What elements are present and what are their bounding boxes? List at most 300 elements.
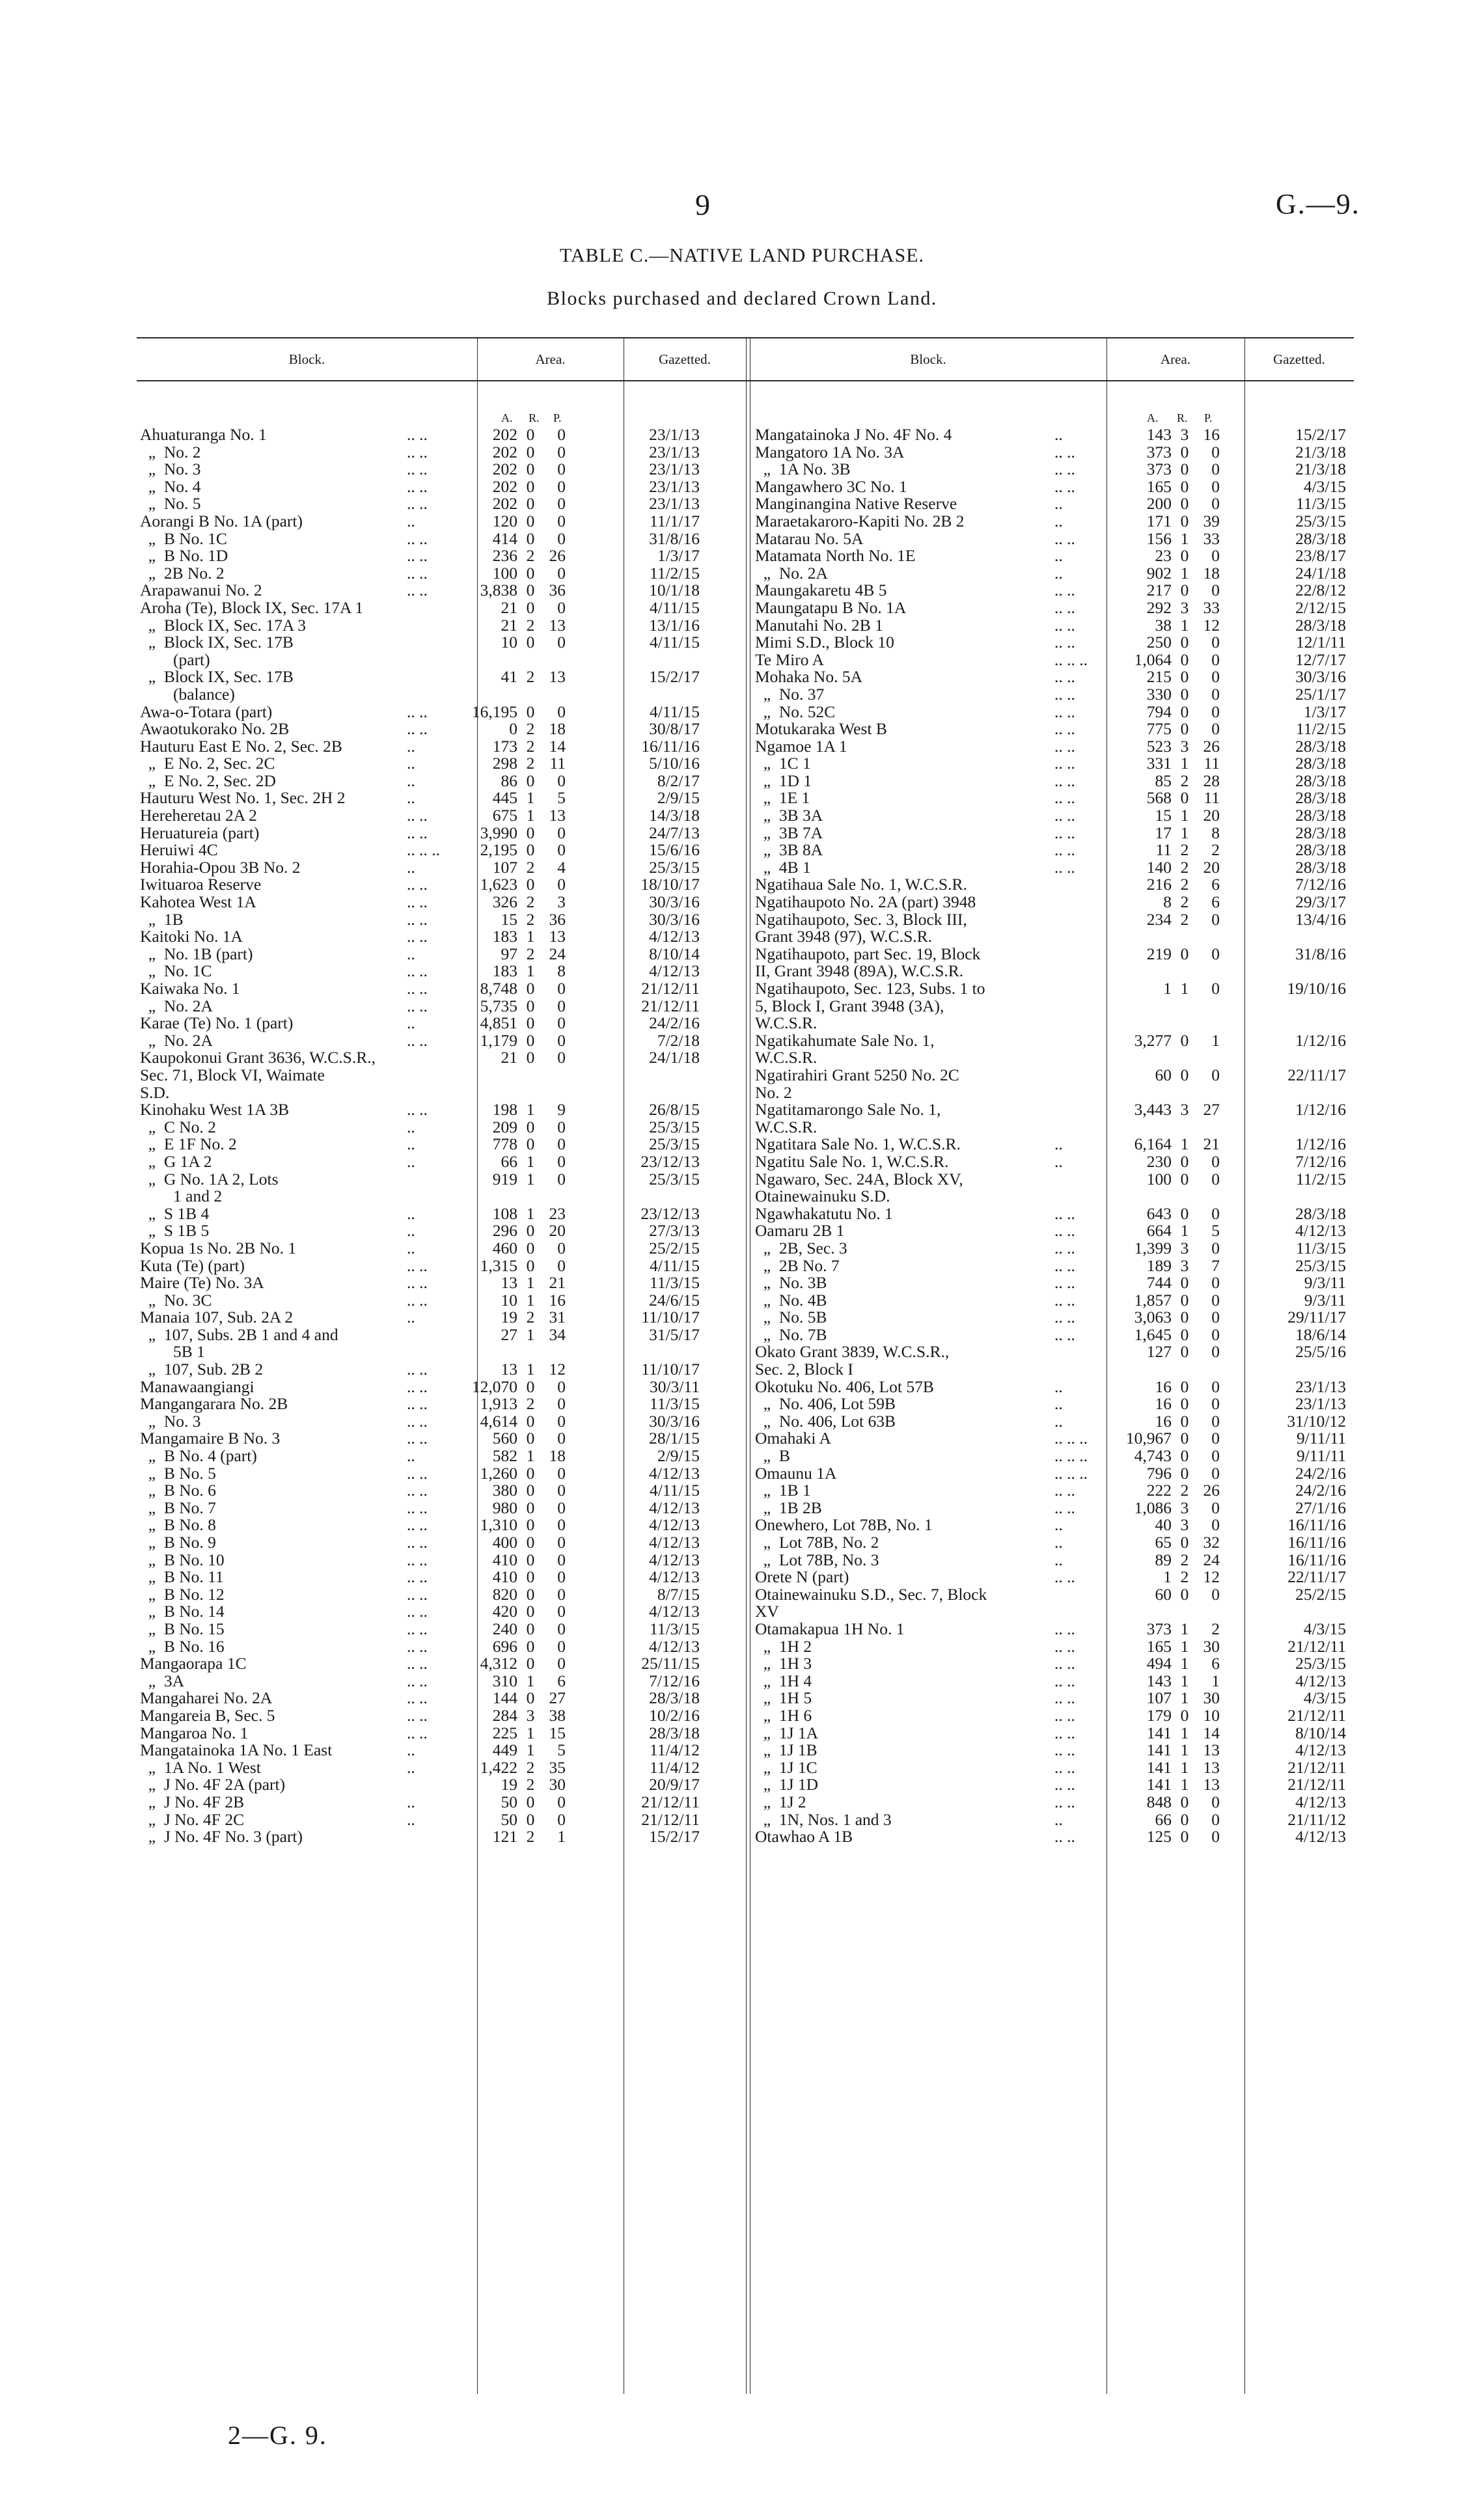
block-name: „ 3A: [140, 1671, 184, 1690]
area-perches: 11: [1203, 754, 1220, 773]
area-acres: 144: [492, 1688, 517, 1708]
leader-dots: .. ..: [407, 806, 428, 825]
area-roods: 0: [526, 1048, 535, 1067]
header-bottom-rule: [137, 380, 1354, 381]
area-acres: 4,614: [480, 1411, 517, 1431]
area-roods: 0: [1180, 1584, 1189, 1604]
gazetted-date: 10/2/16: [649, 1705, 700, 1725]
area-roods: 0: [526, 1481, 535, 1500]
block-name: Arapawanui No. 2: [140, 581, 262, 600]
area-roods: 2: [526, 1757, 535, 1777]
leader-dots: .. ..: [407, 1688, 428, 1708]
area-perches: 10: [1203, 1705, 1220, 1725]
area-roods: 2: [526, 719, 535, 739]
area-acres: 1,645: [1134, 1325, 1172, 1344]
leader-dots: .. ..: [1054, 1221, 1075, 1241]
area-perches: 0: [1211, 1792, 1220, 1811]
area-roods: 0: [1180, 1463, 1189, 1483]
block-name: „ No. 5B: [755, 1308, 827, 1327]
area-acres: 198: [492, 1100, 517, 1119]
leader-dots: ..: [1054, 425, 1063, 444]
area-roods: 0: [1180, 1377, 1189, 1396]
gazetted-date: 10/1/18: [649, 581, 700, 600]
area-acres: 202: [492, 460, 517, 479]
area-perches: 0: [1211, 1429, 1220, 1448]
area-roods: 0: [1180, 1792, 1189, 1811]
area-perches: 0: [557, 1792, 566, 1811]
area-acres: 414: [492, 529, 517, 548]
leader-dots: .. ..: [407, 494, 428, 514]
area-roods: 0: [1180, 511, 1189, 530]
area-roods: 0: [526, 1602, 535, 1621]
block-name: „ 1N, Nos. 1 and 3: [755, 1809, 892, 1829]
area-perches: 36: [549, 909, 566, 929]
area-perches: 0: [557, 1809, 566, 1829]
block-name: „ 1B 2B: [755, 1498, 822, 1517]
block-name: Onewhero, Lot 78B, No. 1: [755, 1515, 933, 1535]
area-perches: 0: [1211, 1446, 1220, 1466]
leader-dots: .. ..: [407, 1411, 428, 1431]
area-perches: 0: [1211, 1809, 1220, 1829]
block-name: „ B No. 11: [140, 1567, 224, 1587]
leader-dots: .. ..: [407, 546, 428, 566]
block-name: „ 2B No. 7: [755, 1256, 840, 1275]
area-acres: 16: [1155, 1411, 1172, 1431]
leader-dots: .. ..: [407, 1100, 428, 1119]
area-perches: 7: [1211, 1256, 1220, 1275]
gazetted-date: 21/11/12: [1287, 1809, 1346, 1829]
acres-unit: A.: [1147, 411, 1159, 424]
area-roods: 2: [526, 615, 535, 635]
roods-unit: R.: [1177, 411, 1188, 424]
block-name: „ No. 3B: [755, 1273, 827, 1293]
area-roods: 0: [526, 1533, 535, 1552]
area-roods: 0: [526, 1238, 535, 1257]
leader-dots: .. ..: [407, 1429, 428, 1448]
area-acres: 13: [501, 1273, 517, 1293]
area-roods: 0: [526, 1013, 535, 1033]
area-perches: 27: [1203, 1100, 1220, 1119]
area-acres: 165: [1146, 1636, 1172, 1656]
leader-dots: .. ..: [407, 1584, 428, 1604]
area-perches: 0: [557, 1567, 566, 1587]
area-roods: 2: [526, 1308, 535, 1327]
block-name: „ No. 1B (part): [140, 944, 253, 963]
area-acres: 141: [1146, 1757, 1172, 1777]
area-acres: 65: [1155, 1533, 1172, 1552]
area-roods: 1: [1180, 754, 1189, 773]
gazetted-date: 12/1/11: [1296, 633, 1346, 652]
area-roods: 0: [1180, 1394, 1189, 1414]
leader-dots: .. ..: [1054, 615, 1075, 635]
leader-dots: .. ..: [1054, 771, 1075, 790]
leader-dots: .. ..: [407, 1360, 428, 1379]
area-roods: 0: [526, 1688, 535, 1708]
area-perches: 0: [557, 511, 566, 530]
area-acres: 643: [1146, 1203, 1172, 1223]
leader-dots: .. ..: [407, 425, 428, 444]
area-acres: 50: [501, 1792, 517, 1811]
area-roods: 3: [1180, 1515, 1189, 1535]
area-perches: 0: [557, 1515, 566, 1535]
area-perches: 0: [1211, 1065, 1220, 1084]
area-acres: 236: [492, 546, 517, 566]
block-name: Ngatirahiri Grant 5250 No. 2C: [755, 1065, 959, 1084]
leader-dots: ..: [407, 1151, 415, 1171]
area-perches: 0: [1211, 1325, 1220, 1344]
area-perches: 13: [549, 927, 566, 946]
gazetted-date: 25/3/15: [1295, 1256, 1346, 1275]
area-roods: 1: [1180, 1775, 1189, 1794]
gazetted-date: 16/11/16: [641, 736, 700, 756]
leader-dots: ..: [407, 1446, 415, 1466]
block-name: Orete N (part): [755, 1567, 849, 1587]
area-acres: 38: [1155, 615, 1172, 635]
gazetted-date: 2/12/15: [1295, 597, 1346, 617]
leader-dots: .. .. ..: [1054, 1429, 1088, 1448]
area-roods: 1: [526, 1740, 535, 1760]
area-perches: 0: [1211, 1827, 1220, 1847]
area-acres: 97: [501, 944, 517, 963]
block-name: Kaupokonui Grant 3636, W.C.S.R.,: [140, 1048, 376, 1067]
area-acres: 1,086: [1134, 1498, 1172, 1517]
block-name: „ No. 3C: [140, 1290, 212, 1310]
area-roods: 3: [1180, 425, 1189, 444]
table-title: TABLE C.—NATIVE LAND PURCHASE.: [559, 245, 925, 266]
leader-dots: .. ..: [1054, 1567, 1075, 1587]
leader-dots: .. ..: [407, 702, 428, 721]
block-name: „ Block IX, Sec. 17A 3: [140, 615, 306, 635]
area-perches: 35: [549, 1757, 566, 1777]
area-acres: 189: [1146, 1256, 1172, 1275]
gazetted-date: 23/1/13: [649, 494, 700, 514]
area-acres: 0: [509, 719, 517, 739]
gazetted-date: 15/2/17: [649, 1827, 700, 1847]
leader-dots: .. ..: [1054, 754, 1075, 773]
area-acres: 292: [1146, 597, 1172, 617]
leader-dots: .. ..: [407, 875, 428, 894]
area-perches: 13: [549, 667, 566, 687]
area-acres: 13: [501, 1360, 517, 1379]
leader-dots: .. ..: [1054, 1273, 1075, 1293]
leader-dots: .. .. ..: [1054, 1446, 1088, 1466]
area-roods: 0: [526, 1567, 535, 1587]
area-acres: 8,748: [480, 979, 517, 998]
block-name: Matamata North No. 1E: [755, 546, 916, 566]
area-acres: 16,195: [471, 702, 517, 721]
gazetted-date: 4/3/15: [1303, 1619, 1346, 1638]
gazetted-date: 14/3/18: [649, 806, 700, 825]
leader-dots: ..: [407, 857, 415, 877]
area-acres: 216: [1146, 875, 1172, 894]
area-acres: 17: [1155, 823, 1172, 842]
block-name: „ E No. 2, Sec. 2C: [140, 754, 275, 773]
table-subtitle: Blocks purchased and declared Crown Land.: [547, 288, 937, 309]
block-name: Mohaka No. 5A: [755, 667, 863, 687]
area-perches: 0: [557, 996, 566, 1015]
area-perches: 23: [549, 1203, 566, 1223]
block-name: Manginangina Native Reserve: [755, 494, 957, 514]
gazetted-date: 25/2/15: [649, 1238, 700, 1257]
leader-dots: .. ..: [407, 529, 428, 548]
leader-dots: ..: [407, 1740, 415, 1760]
block-name: Ngatihaupoto, Sec. 123, Subs. 1 to: [755, 979, 985, 998]
gazetted-date: 30/3/16: [649, 892, 700, 912]
area-perches: 0: [557, 1654, 566, 1673]
block-name: Mangaroa No. 1: [140, 1723, 249, 1742]
gazetted-date: 11/10/17: [641, 1360, 700, 1379]
area-perches: 6: [557, 1671, 566, 1690]
block-name: „ 2B, Sec. 3: [755, 1238, 847, 1257]
area-acres: 449: [492, 1740, 517, 1760]
block-name: „ 1J 1D: [755, 1775, 819, 1794]
area-perches: 0: [1211, 1411, 1220, 1431]
area-acres: 19: [501, 1308, 517, 1327]
area-acres: 21: [501, 1048, 517, 1067]
gazetted-date: 28/3/18: [1295, 615, 1346, 635]
block-name: „ 1A No. 3B: [755, 460, 851, 479]
block-name: „ G No. 1A 2, Lots: [140, 1169, 279, 1188]
leader-dots: .. ..: [407, 1567, 428, 1587]
gazetted-date: 4/11/15: [650, 702, 700, 721]
gazetted-date: 31/10/12: [1287, 1411, 1346, 1431]
gazetted-date: 1/12/16: [1295, 1030, 1346, 1050]
gazetted-date: 23/1/13: [649, 476, 700, 496]
gazetted-date: 21/12/11: [641, 979, 700, 998]
area-roods: 1: [1180, 1619, 1189, 1638]
area-perches: 6: [1211, 875, 1220, 894]
area-perches: 11: [549, 754, 566, 773]
block-name: „ 1J 2: [755, 1792, 806, 1811]
block-name: „ 1C 1: [755, 754, 811, 773]
leader-dots: .. ..: [1054, 1723, 1075, 1742]
gazetted-date: 5/10/16: [649, 754, 700, 773]
area-acres: 6,164: [1134, 1134, 1172, 1154]
block-name: Maungatapu B No. 1A: [755, 597, 907, 617]
area-roods: 1: [1180, 563, 1189, 583]
block-name: Mangatainoka 1A No. 1 East: [140, 1740, 333, 1760]
block-name: Kaiwaka No. 1: [140, 979, 240, 998]
area-acres: 50: [501, 1809, 517, 1829]
area-roods: 0: [526, 771, 535, 790]
area-roods: 3: [1180, 1498, 1189, 1517]
leader-dots: .. .. ..: [407, 840, 440, 860]
block-name: Manawaangiangi: [140, 1377, 254, 1396]
area-perches: 0: [557, 1394, 566, 1414]
area-acres: 298: [492, 754, 517, 773]
block-name: Mangaharei No. 2A: [140, 1688, 273, 1708]
block-name: „ B: [755, 1446, 790, 1466]
area-roods: 0: [1180, 581, 1189, 600]
gazetted-date: 21/12/11: [1287, 1757, 1346, 1777]
leader-dots: .. ..: [1054, 1757, 1075, 1777]
area-roods: 0: [1180, 476, 1189, 496]
header-top-rule: [137, 337, 1354, 338]
area-perches: 2: [1211, 840, 1220, 860]
gazetted-date: 22/8/12: [1295, 581, 1346, 600]
block-name: „ B No. 12: [140, 1584, 225, 1604]
area-perches: 34: [549, 1325, 566, 1344]
block-name: Maire (Te) No. 3A: [140, 1273, 264, 1293]
leader-dots: .. ..: [1054, 1740, 1075, 1760]
block-name: Hereheretau 2A 2: [140, 806, 257, 825]
block-name: „ B No. 1D: [140, 546, 228, 566]
area-roods: 0: [1180, 650, 1189, 669]
area-perches: 11: [1203, 788, 1220, 808]
block-name: „ No. 406, Lot 59B: [755, 1394, 896, 1414]
area-acres: 19: [501, 1775, 517, 1794]
gazetted-date: 13/4/16: [1295, 909, 1346, 929]
gazetted-date: 4/12/13: [1295, 1792, 1346, 1811]
area-acres: 10: [501, 1290, 517, 1310]
area-acres: 202: [492, 476, 517, 496]
block-name: Kaitoki No. 1A: [140, 927, 243, 946]
gazetted-date: 16/11/16: [1287, 1550, 1346, 1569]
gazetted-date: 2/9/15: [657, 788, 700, 808]
block-name: „ 1B: [140, 909, 184, 929]
block-name: „ Lot 78B, No. 2: [755, 1533, 879, 1552]
gazetted-date: 11/4/12: [650, 1757, 700, 1777]
area-acres: 141: [1146, 1740, 1172, 1760]
block-name: „ 107, Subs. 2B 1 and 4 and: [140, 1325, 338, 1344]
area-roods: 1: [526, 1325, 535, 1344]
area-perches: 0: [557, 1134, 566, 1154]
gazetted-date: 28/3/18: [1295, 771, 1346, 790]
area-acres: 40: [1155, 1515, 1172, 1535]
block-name: Hauturu West No. 1, Sec. 2H 2: [140, 788, 346, 808]
leader-dots: .. ..: [407, 927, 428, 946]
block-name: „ 1H 4: [755, 1671, 812, 1690]
area-roods: 2: [526, 736, 535, 756]
area-acres: 373: [1146, 442, 1172, 461]
leader-dots: .. ..: [1054, 667, 1075, 687]
area-perches: 0: [1211, 1584, 1220, 1604]
area-acres: 284: [492, 1705, 517, 1725]
gazetted-date: 21/12/11: [1287, 1775, 1346, 1794]
block-name: Ngatihaua Sale No. 1, W.C.S.R.: [755, 875, 967, 894]
leader-dots: ..: [407, 771, 415, 790]
block-name: „ No. 7B: [755, 1325, 827, 1344]
area-roods: 0: [1180, 1429, 1189, 1448]
area-roods: 2: [526, 667, 535, 687]
area-perches: 26: [1203, 736, 1220, 756]
area-roods: 2: [1180, 909, 1189, 929]
area-roods: 1: [526, 1100, 535, 1119]
leader-dots: .. ..: [407, 1550, 428, 1569]
area-acres: 1,623: [480, 875, 517, 894]
area-acres: 3,838: [480, 581, 517, 600]
leader-dots: ..: [407, 1757, 415, 1777]
area-acres: 202: [492, 494, 517, 514]
area-roods: 0: [1180, 546, 1189, 566]
block-column-header: Block.: [288, 351, 325, 367]
block-name: Grant 3948 (97), W.C.S.R.: [755, 927, 933, 946]
area-roods: 2: [526, 909, 535, 929]
page-number: 9: [695, 188, 710, 221]
area-acres: 1,064: [1134, 650, 1172, 669]
area-perches: 31: [549, 1308, 566, 1327]
block-name: Omaunu 1A: [755, 1463, 837, 1483]
leader-dots: .. .. ..: [1054, 1463, 1088, 1483]
gazetted-date: 23/1/13: [1295, 1377, 1346, 1396]
leader-dots: .. ..: [1054, 1256, 1075, 1275]
area-acres: 107: [492, 857, 517, 877]
block-name: Aroha (Te), Block IX, Sec. 17A 1: [140, 597, 364, 617]
block-name: Okato Grant 3839, W.C.S.R.,: [755, 1342, 950, 1362]
area-acres: 796: [1146, 1463, 1172, 1483]
block-name: Iwituaroa Reserve: [140, 875, 262, 894]
block-name: Ngatitamarongo Sale No. 1,: [755, 1100, 941, 1119]
gazetted-date: 23/1/13: [649, 425, 700, 444]
block-name: Motukaraka West B: [755, 719, 887, 739]
gazetted-date: 4/12/13: [1295, 1671, 1346, 1690]
area-roods: 2: [1180, 1567, 1189, 1587]
gazetted-date: 30/3/16: [1295, 667, 1346, 687]
block-name: „ S 1B 4: [140, 1203, 210, 1223]
area-roods: 1: [1180, 1723, 1189, 1742]
block-name: „ G 1A 2: [140, 1151, 212, 1171]
block-name: „ E No. 2, Sec. 2D: [140, 771, 276, 790]
leader-dots: .. ..: [407, 1030, 428, 1050]
area-roods: 0: [1180, 1308, 1189, 1327]
leader-dots: ..: [407, 754, 415, 773]
block-name: Aorangi B No. 1A (part): [140, 511, 303, 530]
block-name: „ No. 37: [755, 684, 825, 704]
leader-dots: .. ..: [407, 1636, 428, 1656]
block-name: No. 2: [755, 1082, 792, 1102]
area-acres: 12,070: [471, 1377, 517, 1396]
area-perches: 0: [1211, 909, 1220, 929]
leader-dots: .. ..: [1054, 1481, 1075, 1500]
block-name: „ No. 406, Lot 63B: [755, 1411, 896, 1431]
gazetted-date: 24/7/13: [649, 823, 700, 842]
area-roods: 1: [1180, 529, 1189, 548]
leader-dots: .. ..: [1054, 442, 1075, 461]
area-acres: 4,312: [480, 1654, 517, 1673]
block-name: „ B No. 16: [140, 1636, 225, 1656]
area-perches: 0: [557, 1151, 566, 1171]
area-perches: 0: [557, 1550, 566, 1569]
area-acres: 373: [1146, 460, 1172, 479]
area-perches: 15: [549, 1723, 566, 1742]
area-perches: 0: [557, 1256, 566, 1275]
area-roods: 0: [1180, 1446, 1189, 1466]
leader-dots: ..: [407, 788, 415, 808]
area-acres: 143: [1146, 1671, 1172, 1690]
gazetted-date: 4/12/13: [649, 1533, 700, 1552]
area-perches: 0: [1211, 944, 1220, 963]
gazetted-column-header: Gazetted.: [659, 351, 711, 367]
area-perches: 0: [1211, 719, 1220, 739]
area-perches: 21: [549, 1273, 566, 1293]
area-roods: 0: [526, 1411, 535, 1431]
area-acres: 775: [1146, 719, 1172, 739]
gazetted-date: 1/12/16: [1295, 1134, 1346, 1154]
area-roods: 0: [1180, 1809, 1189, 1829]
area-perches: 28: [1203, 771, 1220, 790]
area-roods: 0: [526, 1463, 535, 1483]
area-roods: 1: [1180, 1757, 1189, 1777]
leader-dots: ..: [407, 1809, 415, 1829]
gazetted-date: 28/3/18: [1295, 857, 1346, 877]
area-roods: 0: [1180, 494, 1189, 514]
area-acres: 183: [492, 961, 517, 981]
perches-unit: P.: [1204, 411, 1213, 424]
gazetted-date: 29/3/17: [1295, 892, 1346, 912]
leader-dots: ..: [1054, 563, 1063, 583]
gazetted-date: 4/11/15: [650, 1481, 700, 1500]
area-acres: 230: [1146, 1151, 1172, 1171]
